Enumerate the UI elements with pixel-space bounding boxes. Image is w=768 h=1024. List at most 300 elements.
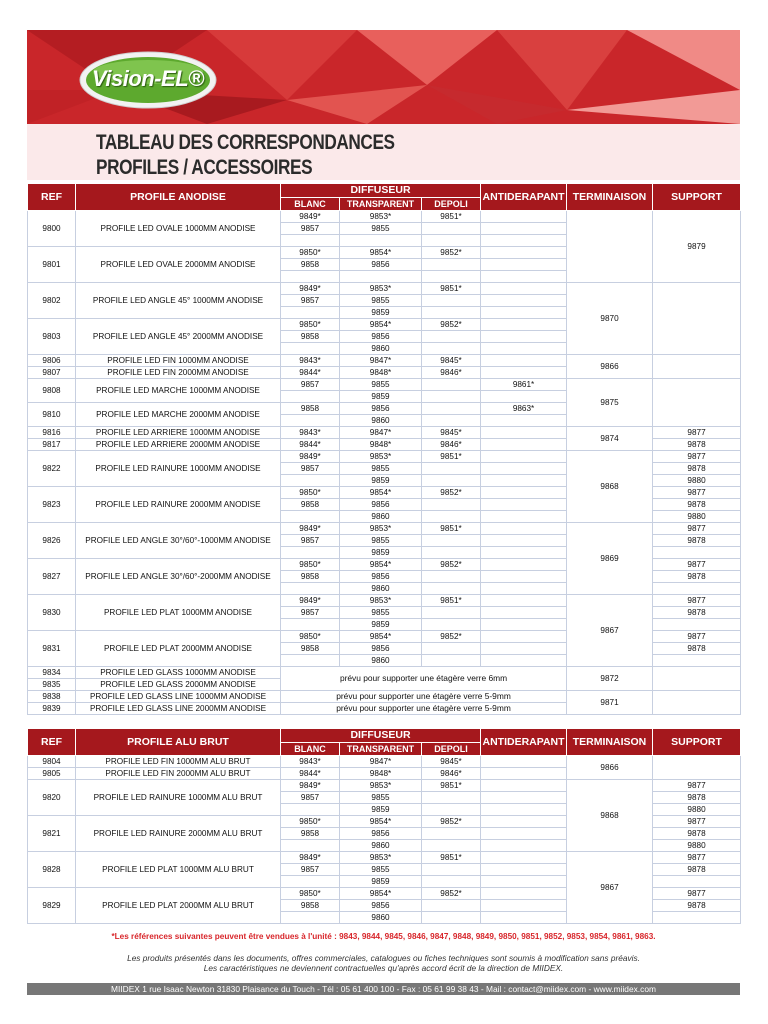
profile-cell: PROFILE LED FIN 1000MM ALU BRUT bbox=[76, 756, 281, 768]
depoli-cell bbox=[422, 547, 481, 559]
depoli-cell bbox=[422, 271, 481, 283]
antiderapant-cell bbox=[481, 864, 567, 876]
support-cell bbox=[653, 379, 741, 427]
col-support: SUPPORT bbox=[653, 729, 741, 756]
antiderapant-cell bbox=[481, 295, 567, 307]
transparent-cell: 9860 bbox=[340, 583, 422, 595]
logo-text: Vision-EL® bbox=[92, 66, 204, 91]
ref-cell: 9838 bbox=[28, 691, 76, 703]
transparent-cell: 9856 bbox=[340, 643, 422, 655]
table-row bbox=[28, 451, 741, 463]
transparent-cell: 9854* bbox=[340, 247, 422, 259]
antiderapant-cell bbox=[481, 319, 567, 331]
col-antiderapant: ANTIDERAPANT bbox=[481, 184, 567, 211]
transparent-cell: 9856 bbox=[340, 499, 422, 511]
blanc-cell: 9844* bbox=[281, 768, 340, 780]
col-support: SUPPORT bbox=[653, 184, 741, 211]
terminaison-cell: 9867 bbox=[567, 595, 653, 667]
ref-cell: 9835 bbox=[28, 679, 76, 691]
depoli-cell: 9852* bbox=[422, 631, 481, 643]
terminaison-cell: 9875 bbox=[567, 379, 653, 427]
blanc-cell: 9850* bbox=[281, 631, 340, 643]
transparent-cell: 9855 bbox=[340, 379, 422, 391]
ref-cell: 9810 bbox=[28, 403, 76, 427]
antiderapant-cell bbox=[481, 607, 567, 619]
blanc-cell bbox=[281, 511, 340, 523]
col-terminaison: TERMINAISON bbox=[567, 184, 653, 211]
terminaison-cell: 9866 bbox=[567, 756, 653, 780]
table-row bbox=[28, 691, 741, 703]
depoli-cell bbox=[422, 391, 481, 403]
depoli-cell: 9852* bbox=[422, 816, 481, 828]
antiderapant-cell bbox=[481, 451, 567, 463]
transparent-cell: 9855 bbox=[340, 223, 422, 235]
col-diffuseur: DIFFUSEUR bbox=[281, 184, 481, 198]
terminaison-cell: 9867 bbox=[567, 852, 653, 924]
transparent-cell: 9853* bbox=[340, 852, 422, 864]
antiderapant-cell bbox=[481, 852, 567, 864]
blanc-cell: 9857 bbox=[281, 379, 340, 391]
support-cell: 9878 bbox=[653, 463, 741, 475]
depoli-cell bbox=[422, 343, 481, 355]
blanc-cell bbox=[281, 547, 340, 559]
disclaimer-line-2: Les caractéristiques ne deviennent contractuelles qu'après accord écrit de la direction de MIIDEX. bbox=[203, 963, 564, 973]
blanc-cell: 9858 bbox=[281, 643, 340, 655]
blanc-cell bbox=[281, 655, 340, 667]
blanc-cell: 9850* bbox=[281, 319, 340, 331]
blanc-cell: 9858 bbox=[281, 331, 340, 343]
depoli-cell bbox=[422, 223, 481, 235]
antiderapant-cell bbox=[481, 888, 567, 900]
support-cell: 9878 bbox=[653, 828, 741, 840]
terminaison-cell: 9870 bbox=[567, 283, 653, 355]
profile-cell: PROFILE LED PLAT 1000MM ANODISE bbox=[76, 595, 281, 631]
depoli-cell bbox=[422, 828, 481, 840]
antiderapant-cell bbox=[481, 523, 567, 535]
transparent-cell: 9860 bbox=[340, 840, 422, 852]
depoli-cell bbox=[422, 619, 481, 631]
blanc-cell: 9857 bbox=[281, 535, 340, 547]
ref-cell: 9830 bbox=[28, 595, 76, 631]
profile-cell: PROFILE LED ANGLE 45° 1000MM ANODISE bbox=[76, 283, 281, 319]
support-cell bbox=[653, 619, 741, 631]
transparent-cell: 9856 bbox=[340, 331, 422, 343]
depoli-cell: 9851* bbox=[422, 523, 481, 535]
antiderapant-cell bbox=[481, 547, 567, 559]
support-cell: 9878 bbox=[653, 607, 741, 619]
transparent-cell: 9853* bbox=[340, 780, 422, 792]
profile-cell: PROFILE LED OVALE 2000MM ANODISE bbox=[76, 247, 281, 283]
table-row bbox=[28, 283, 741, 295]
support-cell: 9877 bbox=[653, 631, 741, 643]
col-terminaison: TERMINAISON bbox=[567, 729, 653, 756]
blanc-cell: 9857 bbox=[281, 223, 340, 235]
profile-cell: PROFILE LED MARCHE 1000MM ANODISE bbox=[76, 379, 281, 403]
profile-cell: PROFILE LED RAINURE 2000MM ANODISE bbox=[76, 487, 281, 523]
depoli-cell: 9852* bbox=[422, 319, 481, 331]
antiderapant-cell bbox=[481, 900, 567, 912]
depoli-cell bbox=[422, 864, 481, 876]
antiderapant-cell bbox=[481, 259, 567, 271]
transparent-cell: 9859 bbox=[340, 547, 422, 559]
support-cell bbox=[653, 876, 741, 888]
depoli-cell: 9845* bbox=[422, 756, 481, 768]
blanc-cell bbox=[281, 235, 340, 247]
antiderapant-cell bbox=[481, 367, 567, 379]
blanc-cell: 9849* bbox=[281, 283, 340, 295]
blanc-cell bbox=[281, 804, 340, 816]
blanc-cell bbox=[281, 840, 340, 852]
blanc-cell: 9858 bbox=[281, 571, 340, 583]
blanc-cell bbox=[281, 876, 340, 888]
depoli-cell bbox=[422, 511, 481, 523]
blanc-cell: 9858 bbox=[281, 259, 340, 271]
blanc-cell: 9849* bbox=[281, 451, 340, 463]
blanc-cell: 9849* bbox=[281, 852, 340, 864]
support-cell: 9877 bbox=[653, 427, 741, 439]
antiderapant-cell bbox=[481, 283, 567, 295]
antiderapant-cell: 9863* bbox=[481, 403, 567, 415]
blanc-cell: 9843* bbox=[281, 756, 340, 768]
transparent-cell bbox=[340, 235, 422, 247]
depoli-cell bbox=[422, 900, 481, 912]
profile-cell: PROFILE LED RAINURE 1000MM ANODISE bbox=[76, 451, 281, 487]
profile-cell: PROFILE LED FIN 1000MM ANODISE bbox=[76, 355, 281, 367]
antiderapant-cell bbox=[481, 595, 567, 607]
depoli-cell bbox=[422, 535, 481, 547]
support-cell bbox=[653, 355, 741, 379]
support-cell: 9877 bbox=[653, 852, 741, 864]
transparent-cell: 9856 bbox=[340, 403, 422, 415]
support-cell: 9877 bbox=[653, 780, 741, 792]
transparent-cell: 9854* bbox=[340, 816, 422, 828]
antiderapant-cell bbox=[481, 247, 567, 259]
support-cell: 9878 bbox=[653, 499, 741, 511]
transparent-cell: 9859 bbox=[340, 475, 422, 487]
support-cell: 9878 bbox=[653, 792, 741, 804]
antiderapant-cell bbox=[481, 439, 567, 451]
support-cell: 9877 bbox=[653, 888, 741, 900]
ref-cell: 9822 bbox=[28, 451, 76, 487]
depoli-cell bbox=[422, 499, 481, 511]
ref-cell: 9826 bbox=[28, 523, 76, 559]
profile-cell: PROFILE LED ANGLE 45° 2000MM ANODISE bbox=[76, 319, 281, 355]
antiderapant-cell: 9861* bbox=[481, 379, 567, 391]
antiderapant-cell bbox=[481, 816, 567, 828]
antiderapant-cell bbox=[481, 499, 567, 511]
transparent-cell: 9854* bbox=[340, 631, 422, 643]
blanc-cell: 9844* bbox=[281, 439, 340, 451]
terminaison-cell: 9874 bbox=[567, 427, 653, 451]
profile-cell: PROFILE LED RAINURE 2000MM ALU BRUT bbox=[76, 816, 281, 852]
depoli-cell: 9852* bbox=[422, 247, 481, 259]
blanc-cell: 9849* bbox=[281, 780, 340, 792]
table-row bbox=[28, 211, 741, 223]
col-diffuseur: DIFFUSEUR bbox=[281, 729, 481, 743]
antiderapant-cell bbox=[481, 756, 567, 768]
depoli-cell bbox=[422, 583, 481, 595]
col-transparent: TRANSPARENT bbox=[340, 198, 422, 211]
table-row bbox=[28, 780, 741, 792]
transparent-cell: 9854* bbox=[340, 888, 422, 900]
antiderapant-cell bbox=[481, 768, 567, 780]
support-cell bbox=[653, 756, 741, 780]
blanc-cell: 9843* bbox=[281, 355, 340, 367]
transparent-cell: 9859 bbox=[340, 391, 422, 403]
alu-brut-table bbox=[27, 728, 741, 924]
support-cell: 9880 bbox=[653, 511, 741, 523]
support-cell: 9878 bbox=[653, 571, 741, 583]
ref-cell: 9804 bbox=[28, 756, 76, 768]
profile-cell: PROFILE LED ARRIERE 2000MM ANODISE bbox=[76, 439, 281, 451]
depoli-cell: 9851* bbox=[422, 595, 481, 607]
depoli-cell bbox=[422, 804, 481, 816]
blanc-cell: 9857 bbox=[281, 463, 340, 475]
support-cell: 9880 bbox=[653, 840, 741, 852]
blanc-cell: 9850* bbox=[281, 816, 340, 828]
blanc-cell bbox=[281, 343, 340, 355]
depoli-cell bbox=[422, 912, 481, 924]
col-ref: REF bbox=[28, 184, 76, 211]
blanc-cell bbox=[281, 415, 340, 427]
depoli-cell: 9851* bbox=[422, 852, 481, 864]
blanc-cell: 9843* bbox=[281, 427, 340, 439]
col-profile: PROFILE ALU BRUT bbox=[76, 729, 281, 756]
profile-cell: PROFILE LED PLAT 2000MM ANODISE bbox=[76, 631, 281, 667]
blanc-cell: 9850* bbox=[281, 487, 340, 499]
transparent-cell: 9855 bbox=[340, 607, 422, 619]
antiderapant-cell bbox=[481, 876, 567, 888]
profile-cell: PROFILE LED FIN 2000MM ALU BRUT bbox=[76, 768, 281, 780]
page-title: TABLEAU DES CORRESPONDANCES bbox=[96, 131, 395, 154]
blanc-cell: 9858 bbox=[281, 403, 340, 415]
support-cell: 9877 bbox=[653, 559, 741, 571]
depoli-cell bbox=[422, 295, 481, 307]
glass-note-cell: prévu pour supporter une étagère verre 5-9mm bbox=[281, 703, 567, 715]
antiderapant-cell bbox=[481, 211, 567, 223]
antiderapant-cell bbox=[481, 840, 567, 852]
depoli-cell: 9852* bbox=[422, 487, 481, 499]
profile-cell: PROFILE LED PLAT 2000MM ALU BRUT bbox=[76, 888, 281, 924]
antiderapant-cell bbox=[481, 655, 567, 667]
support-cell bbox=[653, 667, 741, 691]
ref-cell: 9834 bbox=[28, 667, 76, 679]
transparent-cell: 9859 bbox=[340, 307, 422, 319]
depoli-cell: 9851* bbox=[422, 211, 481, 223]
antiderapant-cell bbox=[481, 804, 567, 816]
blanc-cell: 9858 bbox=[281, 900, 340, 912]
ref-cell: 9823 bbox=[28, 487, 76, 523]
terminaison-cell: 9866 bbox=[567, 355, 653, 379]
support-cell: 9877 bbox=[653, 451, 741, 463]
blanc-cell: 9850* bbox=[281, 247, 340, 259]
antiderapant-cell bbox=[481, 583, 567, 595]
depoli-cell: 9852* bbox=[422, 888, 481, 900]
depoli-cell bbox=[422, 655, 481, 667]
transparent-cell: 9856 bbox=[340, 900, 422, 912]
transparent-cell: 9854* bbox=[340, 487, 422, 499]
transparent-cell bbox=[340, 271, 422, 283]
blanc-cell bbox=[281, 391, 340, 403]
antiderapant-cell bbox=[481, 391, 567, 403]
glass-note-cell: prévu pour supporter une étagère verre 6mm bbox=[281, 667, 567, 691]
profile-cell: PROFILE LED MARCHE 2000MM ANODISE bbox=[76, 403, 281, 427]
depoli-cell bbox=[422, 840, 481, 852]
depoli-cell: 9851* bbox=[422, 451, 481, 463]
blanc-cell bbox=[281, 271, 340, 283]
table-row bbox=[28, 667, 741, 679]
depoli-cell bbox=[422, 235, 481, 247]
col-profile: PROFILE ANODISE bbox=[76, 184, 281, 211]
ref-cell: 9807 bbox=[28, 367, 76, 379]
unit-sale-footnote: *Les références suivantes peuvent être vendues à l'unité : 9843, 9844, 9845, 9846, 9847, 9848, 9849, 9850, 9851, 9852, 9853, 9854, 9861, 9863. bbox=[111, 932, 656, 941]
blanc-cell: 9857 bbox=[281, 792, 340, 804]
transparent-cell: 9853* bbox=[340, 451, 422, 463]
transparent-cell: 9856 bbox=[340, 571, 422, 583]
antiderapant-cell bbox=[481, 511, 567, 523]
profile-cell: PROFILE LED GLASS LINE 1000MM ANODISE bbox=[76, 691, 281, 703]
blanc-cell: 9857 bbox=[281, 607, 340, 619]
support-cell: 9877 bbox=[653, 523, 741, 535]
transparent-cell: 9860 bbox=[340, 912, 422, 924]
ref-cell: 9839 bbox=[28, 703, 76, 715]
terminaison-cell: 9872 bbox=[567, 667, 653, 691]
transparent-cell: 9855 bbox=[340, 535, 422, 547]
antiderapant-cell bbox=[481, 475, 567, 487]
blanc-cell: 9850* bbox=[281, 559, 340, 571]
table-row bbox=[28, 595, 741, 607]
ref-cell: 9827 bbox=[28, 559, 76, 595]
transparent-cell: 9860 bbox=[340, 655, 422, 667]
transparent-cell: 9855 bbox=[340, 864, 422, 876]
support-cell: 9879 bbox=[653, 211, 741, 283]
profile-cell: PROFILE LED ANGLE 30°/60°-1000MM ANODISE bbox=[76, 523, 281, 559]
blanc-cell: 9849* bbox=[281, 523, 340, 535]
antiderapant-cell bbox=[481, 223, 567, 235]
table-row bbox=[28, 852, 741, 864]
support-cell bbox=[653, 912, 741, 924]
depoli-cell bbox=[422, 307, 481, 319]
support-cell: 9878 bbox=[653, 439, 741, 451]
blanc-cell bbox=[281, 307, 340, 319]
profile-cell: PROFILE LED GLASS 2000MM ANODISE bbox=[76, 679, 281, 691]
transparent-cell: 9859 bbox=[340, 804, 422, 816]
blanc-cell: 9849* bbox=[281, 211, 340, 223]
antiderapant-cell bbox=[481, 780, 567, 792]
blanc-cell: 9858 bbox=[281, 828, 340, 840]
ref-cell: 9831 bbox=[28, 631, 76, 667]
depoli-cell bbox=[422, 792, 481, 804]
transparent-cell: 9847* bbox=[340, 355, 422, 367]
ref-cell: 9803 bbox=[28, 319, 76, 355]
support-cell: 9880 bbox=[653, 804, 741, 816]
support-cell: 9878 bbox=[653, 864, 741, 876]
profile-cell: PROFILE LED GLASS 1000MM ANODISE bbox=[76, 667, 281, 679]
ref-cell: 9800 bbox=[28, 211, 76, 247]
profile-cell: PROFILE LED OVALE 1000MM ANODISE bbox=[76, 211, 281, 247]
antiderapant-cell bbox=[481, 415, 567, 427]
antiderapant-cell bbox=[481, 463, 567, 475]
depoli-cell: 9845* bbox=[422, 427, 481, 439]
depoli-cell: 9846* bbox=[422, 439, 481, 451]
ref-cell: 9828 bbox=[28, 852, 76, 888]
col-blanc: BLANC bbox=[281, 198, 340, 211]
ref-cell: 9820 bbox=[28, 780, 76, 816]
depoli-cell: 9851* bbox=[422, 780, 481, 792]
transparent-cell: 9860 bbox=[340, 511, 422, 523]
antiderapant-cell bbox=[481, 535, 567, 547]
blanc-cell bbox=[281, 583, 340, 595]
blanc-cell: 9858 bbox=[281, 499, 340, 511]
transparent-cell: 9848* bbox=[340, 439, 422, 451]
blanc-cell: 9857 bbox=[281, 295, 340, 307]
antiderapant-cell bbox=[481, 331, 567, 343]
terminaison-cell: 9868 bbox=[567, 780, 653, 852]
company-footer: MIIDEX 1 rue Isaac Newton 31830 Plaisance du Touch - Tél : 05 61 400 100 - Fax : 05 61 99 38 43 - Mail : contact@miidex.com - www.miidex.com bbox=[27, 983, 740, 995]
transparent-cell: 9855 bbox=[340, 792, 422, 804]
support-cell: 9880 bbox=[653, 475, 741, 487]
blanc-cell bbox=[281, 475, 340, 487]
transparent-cell: 9854* bbox=[340, 319, 422, 331]
blanc-cell bbox=[281, 619, 340, 631]
transparent-cell: 9859 bbox=[340, 619, 422, 631]
antiderapant-cell bbox=[481, 619, 567, 631]
depoli-cell bbox=[422, 379, 481, 391]
depoli-cell bbox=[422, 259, 481, 271]
transparent-cell: 9855 bbox=[340, 463, 422, 475]
ref-cell: 9801 bbox=[28, 247, 76, 283]
transparent-cell: 9853* bbox=[340, 283, 422, 295]
blanc-cell: 9857 bbox=[281, 864, 340, 876]
antiderapant-cell bbox=[481, 643, 567, 655]
support-cell: 9877 bbox=[653, 487, 741, 499]
depoli-cell bbox=[422, 643, 481, 655]
depoli-cell: 9846* bbox=[422, 768, 481, 780]
glass-note-cell: prévu pour supporter une étagère verre 5-9mm bbox=[281, 691, 567, 703]
antiderapant-cell bbox=[481, 631, 567, 643]
ref-cell: 9805 bbox=[28, 768, 76, 780]
ref-cell: 9806 bbox=[28, 355, 76, 367]
transparent-cell: 9848* bbox=[340, 367, 422, 379]
profile-cell: PROFILE LED ARRIERE 1000MM ANODISE bbox=[76, 427, 281, 439]
antiderapant-cell bbox=[481, 828, 567, 840]
antiderapant-cell bbox=[481, 271, 567, 283]
profile-cell: PROFILE LED GLASS LINE 2000MM ANODISE bbox=[76, 703, 281, 715]
table-row bbox=[28, 427, 741, 439]
col-blanc: BLANC bbox=[281, 743, 340, 756]
col-antiderapant: ANTIDERAPANT bbox=[481, 729, 567, 756]
antiderapant-cell bbox=[481, 571, 567, 583]
col-depoli: DEPOLI bbox=[422, 743, 481, 756]
terminaison-cell: 9869 bbox=[567, 523, 653, 595]
blanc-cell: 9850* bbox=[281, 888, 340, 900]
profile-cell: PROFILE LED RAINURE 1000MM ALU BRUT bbox=[76, 780, 281, 816]
support-cell: 9878 bbox=[653, 900, 741, 912]
transparent-cell: 9859 bbox=[340, 876, 422, 888]
depoli-cell: 9846* bbox=[422, 367, 481, 379]
support-cell bbox=[653, 283, 741, 355]
blanc-cell bbox=[281, 912, 340, 924]
antiderapant-cell bbox=[481, 355, 567, 367]
page-subtitle: PROFILES / ACCESSOIRES bbox=[96, 156, 313, 179]
depoli-cell bbox=[422, 415, 481, 427]
blanc-cell: 9849* bbox=[281, 595, 340, 607]
table-row bbox=[28, 379, 741, 391]
transparent-cell: 9853* bbox=[340, 523, 422, 535]
antiderapant-cell bbox=[481, 792, 567, 804]
col-transparent: TRANSPARENT bbox=[340, 743, 422, 756]
transparent-cell: 9847* bbox=[340, 427, 422, 439]
